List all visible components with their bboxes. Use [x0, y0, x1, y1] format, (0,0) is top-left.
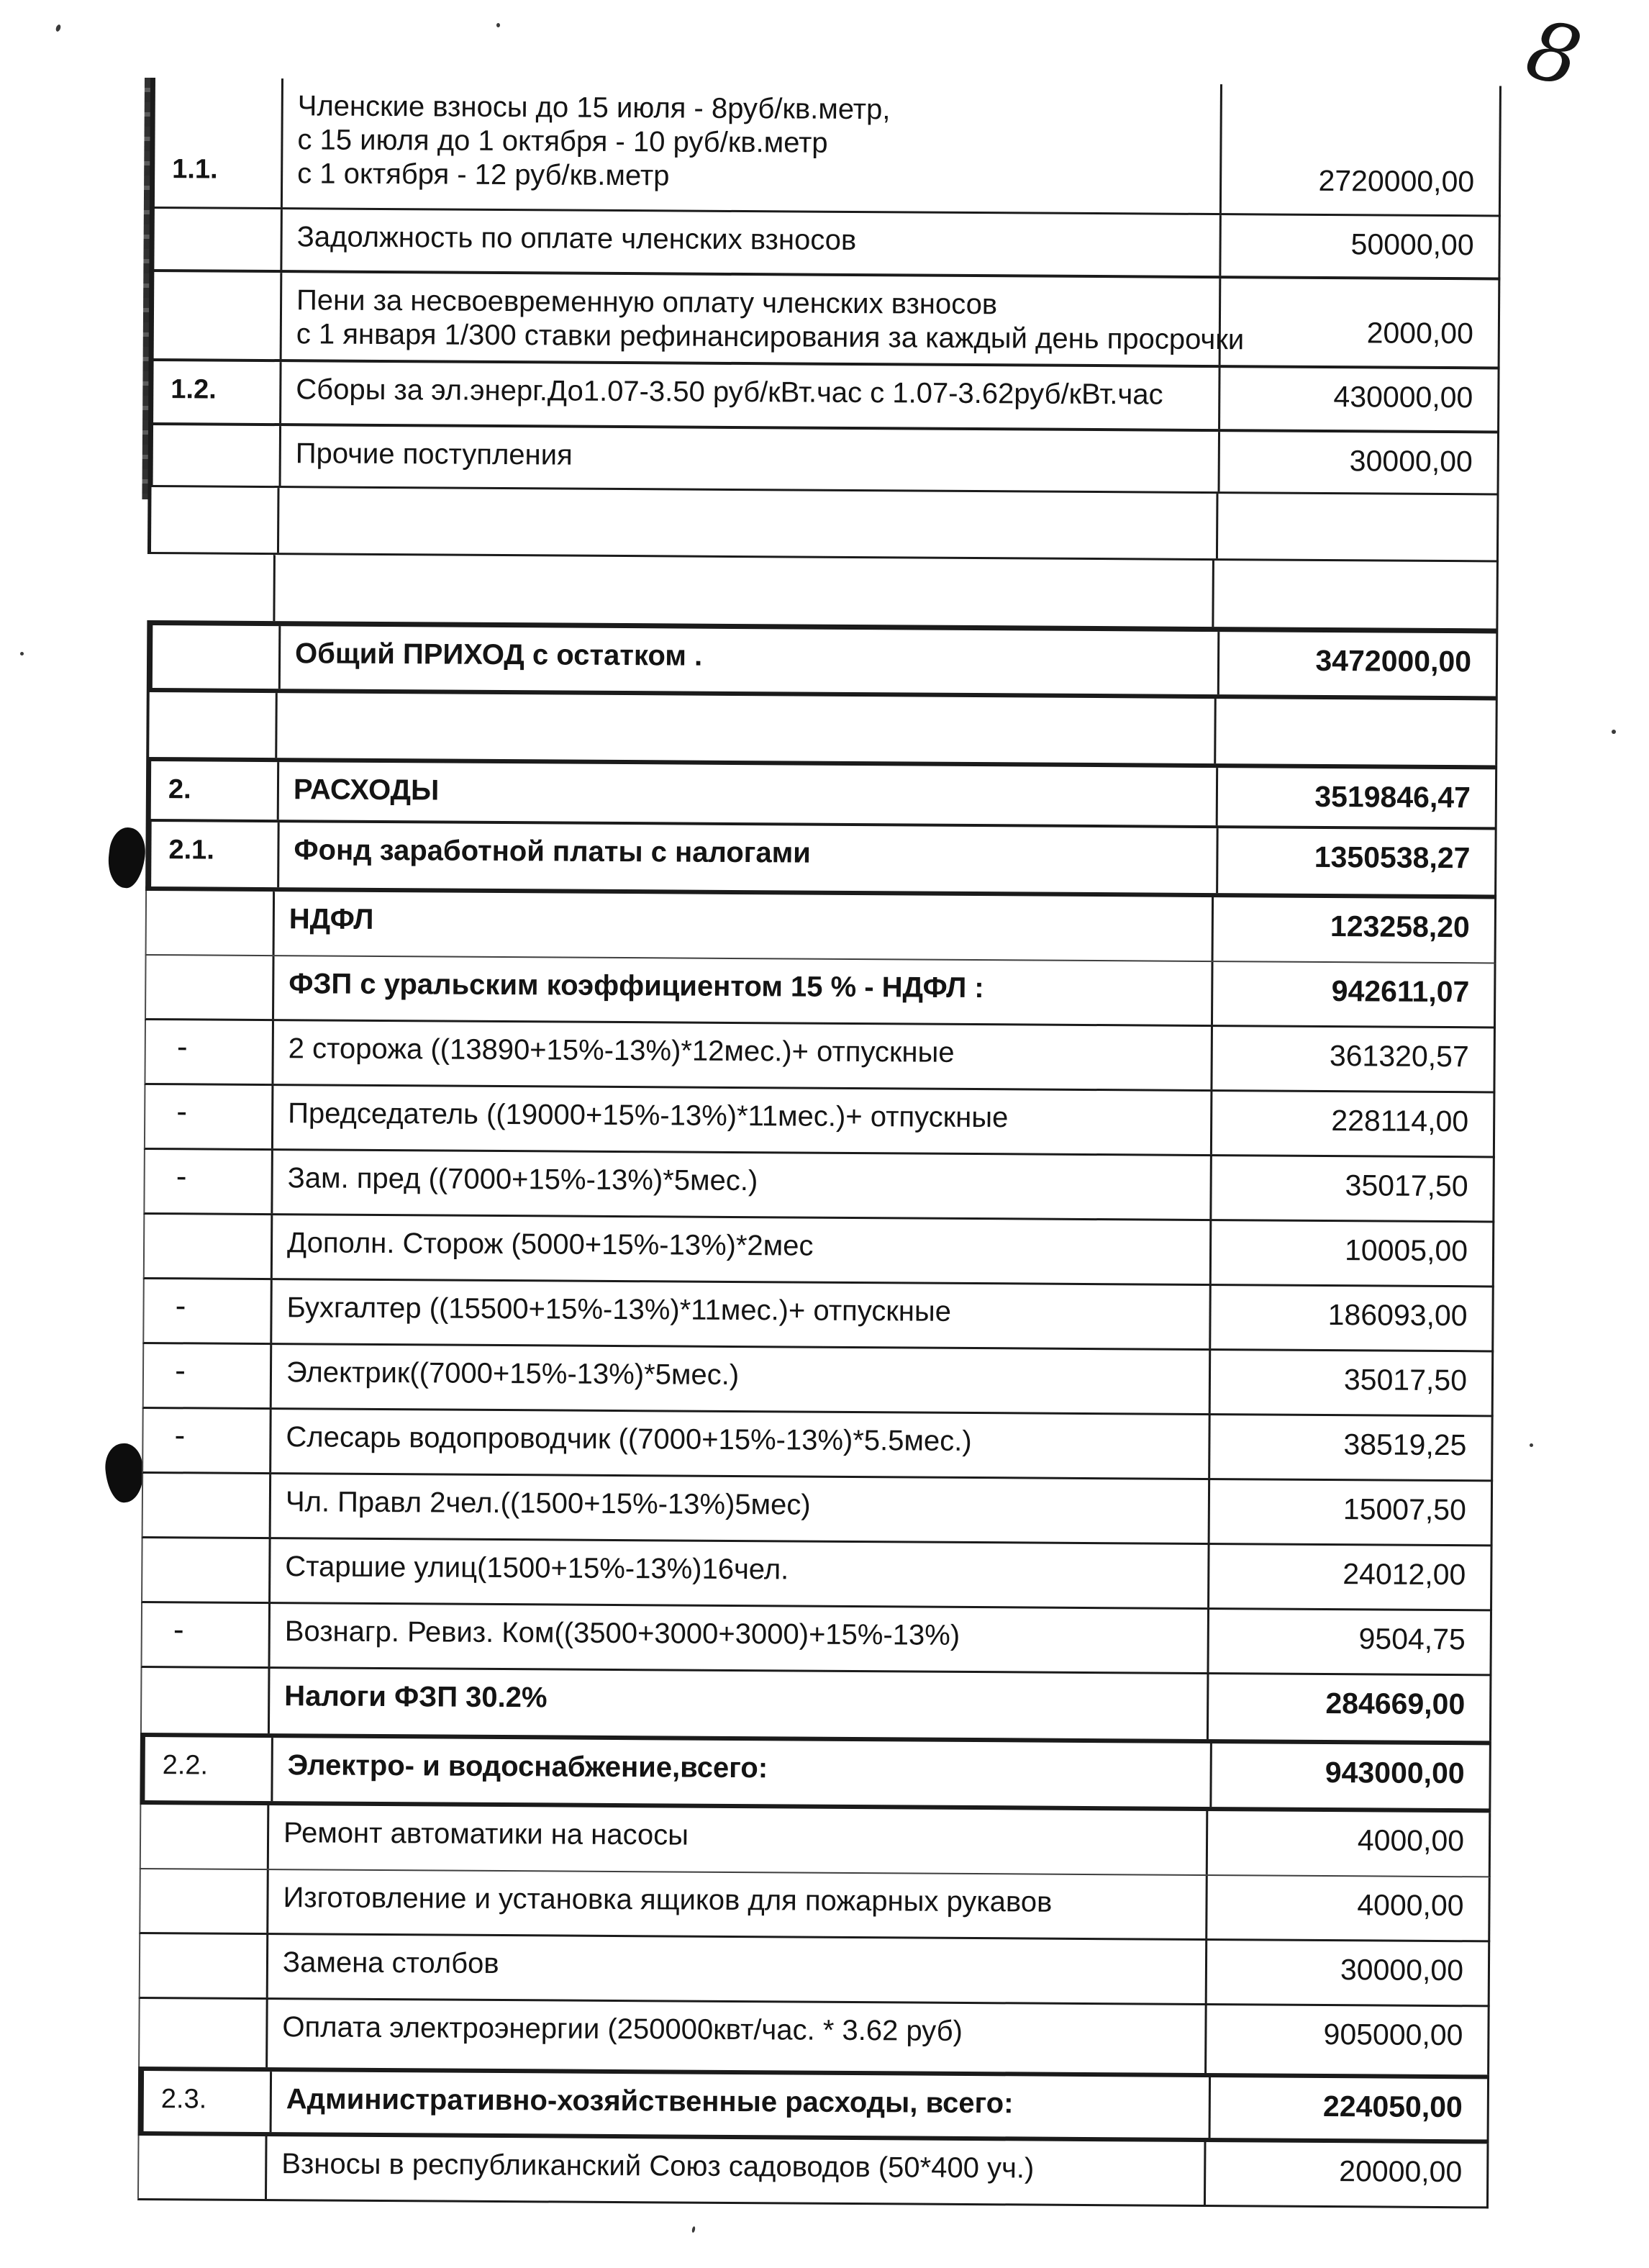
amount-cell [1211, 1351, 1492, 1415]
description-cell [273, 1021, 1213, 1089]
amount-cell [1221, 278, 1499, 366]
row-number: 2.3. [160, 2084, 207, 2115]
amount-cell [1212, 1092, 1494, 1156]
description-line: Зам. пред ((7000+15%-13%)*5мес.) [287, 1162, 758, 1197]
row-number-cell [145, 1215, 273, 1278]
row-number-cell [145, 1020, 274, 1084]
description-line: Бухгалтер ((15500+15%-13%)*11мес.)+ отпускные [286, 1292, 952, 1328]
amount-cell [1212, 1027, 1494, 1091]
row-number-cell [154, 209, 283, 270]
description-line: Дополн. Сторож (5000+15%-13%)*2мес [286, 1227, 814, 1262]
row-dash-marker: - [176, 1029, 188, 1065]
description-cell [282, 209, 1221, 276]
row-number-cell [149, 692, 278, 758]
amount-value: 50000,00 [1350, 227, 1474, 262]
row-number-cell [144, 1279, 273, 1343]
row-number-cell [141, 1805, 270, 1869]
row-number-cell [142, 1603, 271, 1666]
scan-speck [1530, 1443, 1533, 1447]
amount-cell [1218, 494, 1497, 560]
scan-speck [496, 23, 500, 27]
amount-value: 9504,75 [1358, 1622, 1466, 1656]
description-line: Налоги ФЗП 30.2% [284, 1680, 548, 1714]
description-cell [274, 956, 1214, 1025]
description-cell [283, 78, 1222, 213]
amount-cell [1210, 1480, 1491, 1544]
description-cell [279, 822, 1219, 893]
table-row [140, 1733, 1491, 1813]
description-line: с 1 января 1/300 ставки рефинансирования за каждый день просрочки [296, 318, 1245, 356]
row-number: 1.1. [172, 154, 218, 185]
description-cell [273, 1151, 1212, 1219]
description-line: ФЗП с уральским коэффициентом 15 % - НДФЛ : [289, 968, 984, 1004]
amount-cell [1211, 2077, 1488, 2139]
handwritten-page-number: 8 [1518, 2, 1589, 106]
description-cell [268, 1870, 1208, 1938]
description-line: Слесарь водопроводчик ((7000+15%-13%)*5.5мес.) [286, 1421, 972, 1458]
amount-cell [1220, 432, 1497, 493]
scan-speck [691, 2226, 696, 2233]
amount-cell [1212, 1156, 1493, 1220]
row-number-cell [146, 956, 275, 1019]
table-row [139, 1869, 1491, 1942]
table-row-gap [147, 554, 1499, 628]
description-line: Председатель ((19000+15%-13%)*11мес.)+ отпускные [288, 1097, 1009, 1134]
row-number-cell [143, 1409, 272, 1472]
description-cell [273, 1086, 1213, 1154]
table-row [138, 1999, 1490, 2074]
amount-value: 35017,50 [1345, 1169, 1468, 1203]
table-row [140, 1668, 1492, 1741]
amount-cell [1207, 2005, 1488, 2074]
scan-speck [1612, 730, 1616, 734]
amount-value: 228114,00 [1331, 1104, 1469, 1138]
row-number-cell [142, 1538, 271, 1602]
amount-value: 3472000,00 [1315, 643, 1472, 679]
description-line: Замена столбов [282, 1946, 499, 1980]
row-number-cell [154, 272, 283, 359]
table-row [137, 2136, 1489, 2208]
description-cell [270, 1669, 1209, 1739]
amount-cell [1208, 1811, 1489, 1876]
description-line: Задолжность по оплате членских взносов [296, 221, 857, 256]
table-row [146, 757, 1498, 830]
amount-value: 361320,57 [1329, 1039, 1469, 1074]
description-line: с 15 июля до 1 октября - 10 руб/кв.метр [297, 124, 828, 159]
table-row [145, 956, 1496, 1028]
amount-cell [1206, 2142, 1487, 2206]
table-row [142, 1474, 1494, 1546]
table-row [139, 1934, 1491, 2007]
row-number-cell [145, 1150, 273, 1213]
description-cell [271, 1604, 1210, 1672]
row-number-cell [145, 1085, 274, 1148]
amount-value: 284669,00 [1325, 1687, 1466, 1721]
hole-punch-mark [104, 1442, 146, 1504]
amount-value: 30000,00 [1340, 1953, 1464, 1987]
description-line: Общий ПРИХОД с остатком . [294, 638, 703, 672]
table-row [145, 891, 1497, 963]
description-cell [279, 762, 1218, 825]
description-line: Ремонт автоматики на насосы [283, 1817, 689, 1851]
amount-value: 4000,00 [1357, 1823, 1465, 1858]
amount-value: 905000,00 [1323, 2018, 1463, 2052]
amount-cell [1209, 1545, 1491, 1609]
description-cell [282, 273, 1245, 365]
amount-value: 24012,00 [1343, 1557, 1466, 1592]
budget-table [137, 78, 1502, 2208]
amount-cell [1209, 1610, 1490, 1674]
description-line: НДФЛ [289, 903, 374, 935]
table-row [143, 1215, 1495, 1287]
description-line: Сборы за эл.энерг.До1.07-3.50 руб/кВт.час с 1.07-3.62руб/кВт.час [296, 373, 1163, 411]
description-cell [275, 892, 1214, 961]
amount-cell [1211, 1286, 1492, 1350]
description-line: Фонд заработной платы с налогами [294, 834, 811, 869]
row-number: 1.2. [171, 374, 217, 405]
row-number-cell [144, 2071, 273, 2132]
amount-cell [1210, 1415, 1491, 1479]
amount-value: 430000,00 [1333, 380, 1473, 414]
description-cell [281, 362, 1220, 429]
amount-value: 2720000,00 [1318, 163, 1475, 199]
amount-value: 10005,00 [1344, 1233, 1468, 1268]
table-row [150, 78, 1502, 217]
description-cell [275, 555, 1214, 627]
scan-speck [55, 24, 61, 32]
amount-cell [1207, 1941, 1489, 2005]
table-row [140, 1805, 1491, 1877]
amount-cell [1214, 561, 1496, 628]
row-number-cell [153, 625, 281, 689]
description-line: Чл. Правл 2чел.((1500+15%-13%)5мес) [285, 1486, 811, 1521]
table-row [141, 1538, 1493, 1611]
description-cell [273, 1738, 1212, 1807]
description-cell [267, 2136, 1207, 2205]
description-line: Электро- и водоснабжение,всего: [287, 1749, 768, 1784]
amount-value: 3519846,47 [1314, 779, 1471, 815]
description-cell [279, 488, 1219, 558]
row-number-cell [147, 554, 276, 621]
table-row [149, 272, 1501, 369]
row-dash-marker: - [176, 1094, 188, 1130]
table-row [144, 1085, 1496, 1158]
amount-value: 38519,25 [1343, 1428, 1467, 1462]
amount-cell [1216, 699, 1496, 765]
description-line: Административно-хозяйственные расходы, всего: [286, 2083, 1014, 2120]
table-row [149, 209, 1501, 280]
description-cell [271, 1410, 1211, 1478]
table-row [148, 361, 1500, 433]
row-number: 2.2. [162, 1750, 209, 1781]
description-cell [271, 1539, 1210, 1607]
amount-value: 186093,00 [1327, 1298, 1468, 1333]
description-cell [273, 1215, 1212, 1284]
amount-value: 30000,00 [1349, 444, 1473, 478]
description-line: 2 сторожа ((13890+15%-13%)*12мес.)+ отпускные [288, 1033, 955, 1069]
amount-cell [1218, 768, 1495, 827]
row-number-cell [142, 1668, 271, 1733]
description-line: Взносы в республиканский Союз садоводов (50*400 уч.) [281, 2148, 1035, 2185]
row-dash-marker: - [176, 1158, 187, 1194]
row-number-cell [151, 761, 279, 820]
amount-value: 123258,20 [1330, 910, 1470, 944]
row-number: 2. [168, 774, 191, 805]
row-number-cell [139, 2136, 268, 2199]
table-row [142, 1279, 1494, 1352]
table-row [138, 2067, 1490, 2144]
amount-value: 943000,00 [1325, 1756, 1465, 1790]
amount-cell [1212, 1743, 1489, 1808]
description-cell [268, 2000, 1207, 2073]
description-cell [277, 693, 1217, 763]
amount-value: 4000,00 [1357, 1888, 1464, 1923]
row-dash-marker: - [174, 1418, 186, 1453]
row-number-cell [140, 1934, 269, 1997]
row-number-cell [147, 891, 276, 955]
amount-cell [1222, 84, 1499, 214]
row-number-cell [143, 1474, 272, 1537]
amount-cell [1212, 1221, 1493, 1285]
table-row [144, 1020, 1496, 1093]
description-line: Старшие улиц(1500+15%-13%)16чел. [285, 1551, 789, 1586]
amount-value: 224050,00 [1322, 2090, 1463, 2124]
table-row [142, 1344, 1494, 1417]
amount-cell [1214, 897, 1495, 962]
row-number-cell [144, 1344, 273, 1407]
table-row [147, 620, 1499, 700]
row-number-cell [145, 1737, 273, 1801]
row-number-cell [151, 487, 280, 553]
description-line: Вознагр. Ревиз. Ком((3500+3000+3000)+15%-13%) [284, 1615, 960, 1651]
amount-cell [1220, 368, 1498, 430]
table-row [140, 1603, 1492, 1676]
row-number-cell [151, 822, 280, 887]
table-row [148, 425, 1499, 495]
hole-punch-mark [105, 825, 148, 889]
table-row [145, 822, 1497, 899]
scan-speck [20, 652, 24, 656]
row-number: 2.1. [168, 835, 214, 866]
description-cell [268, 1935, 1208, 2003]
row-number-cell [155, 78, 283, 207]
table-row [143, 1150, 1495, 1223]
amount-value: 15007,50 [1343, 1492, 1467, 1527]
row-dash-marker: - [173, 1612, 184, 1648]
row-number-cell [153, 361, 282, 423]
description-cell [269, 1805, 1209, 1874]
table-row-empty [146, 692, 1498, 765]
amount-cell [1207, 1876, 1489, 1940]
description-line: Прочие поступления [295, 437, 573, 471]
table-row-empty [147, 487, 1499, 562]
amount-value: 2000,00 [1366, 316, 1474, 350]
description-cell [272, 1345, 1212, 1413]
amount-cell [1213, 962, 1494, 1026]
table-row [142, 1409, 1494, 1482]
description-cell [272, 2072, 1211, 2138]
description-line: РАСХОДЫ [293, 774, 440, 807]
amount-cell [1209, 1674, 1490, 1741]
row-dash-marker: - [175, 1353, 186, 1389]
description-cell [271, 1474, 1211, 1543]
description-line: Изготовление и установка ящиков для пожарных рукавов [283, 1882, 1053, 1918]
amount-cell [1221, 215, 1499, 277]
row-dash-marker: - [175, 1288, 186, 1324]
amount-value: 1350538,27 [1314, 840, 1471, 875]
description-line: Электрик((7000+15%-13%)*5мес.) [286, 1356, 740, 1392]
description-cell [272, 1280, 1212, 1348]
amount-value: 942611,07 [1331, 974, 1470, 1009]
amount-value: 35017,50 [1343, 1363, 1468, 1397]
description-cell [281, 426, 1220, 491]
row-number-cell [153, 425, 282, 486]
row-number-cell [140, 1869, 269, 1933]
description-line: Оплата электроэнергии (250000квт/час. * 3.62 руб) [282, 2011, 963, 2047]
amount-cell [1218, 828, 1495, 894]
row-number-cell [140, 1999, 268, 2067]
description-line: Пени за несвоевременную оплату членских взносов [296, 284, 998, 321]
description-line: с 1 октября - 12 руб/кв.метр [297, 157, 670, 192]
description-cell [281, 626, 1220, 694]
description-line: Членские взносы до 15 июля - 8руб/кв.метр, [297, 90, 891, 126]
amount-value: 20000,00 [1339, 2154, 1463, 2189]
amount-cell [1219, 632, 1496, 696]
